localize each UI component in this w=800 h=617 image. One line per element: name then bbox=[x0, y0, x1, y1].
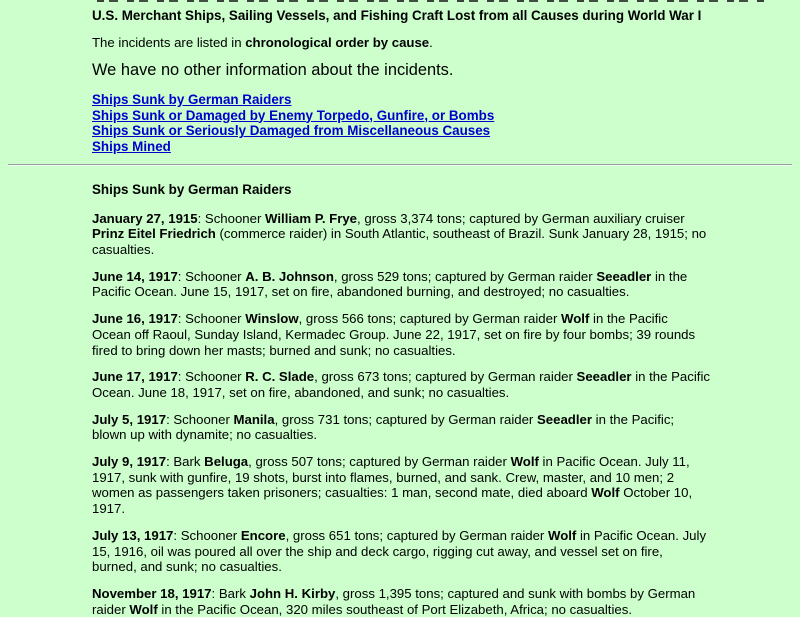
nav-link-german-raiders[interactable]: Ships Sunk by German Raiders bbox=[92, 91, 292, 107]
bold-text: June 16, 1917 bbox=[92, 311, 178, 327]
bold-text: November 18, 1917 bbox=[92, 585, 212, 601]
bold-text: Manila bbox=[233, 411, 275, 427]
bold-text: Wolf bbox=[129, 601, 158, 617]
plain-text: in the Pacific Ocean off Raoul, Sunday Island, Kermadec Group. June 22, 1917, set on fire by four bombs; 39 rounds fired to bring down her masts; burned and sunk; no casualties. bbox=[92, 311, 696, 358]
bold-text: Wolf bbox=[510, 454, 539, 470]
bold-text: William P. Frye bbox=[265, 210, 358, 226]
intro-no-info-note: We have no other information about the incidents. bbox=[92, 60, 454, 79]
intro-order-note bbox=[92, 35, 710, 51]
bold-text: Prinz Eitel Friedrich bbox=[92, 226, 216, 242]
bold-text: A. B. Johnson bbox=[245, 268, 334, 284]
plain-text: in Pacific Ocean. July 11, 1917, sunk with gunfire, 19 shots, burst into flames, burned, and sank. Crew, master, and 10 men; 2 women as passengers taken prisoners; casualties: 1 man, second mate, died aboard bbox=[92, 454, 690, 501]
nav-link-torpedo-gunfire-bombs[interactable]: Ships Sunk or Damaged by Enemy Torpedo, Gunfire, or Bombs bbox=[92, 107, 495, 123]
plain-text: in the Pacific; blown up with dynamite; no casualties. bbox=[92, 411, 675, 443]
plain-text: : Schooner bbox=[177, 311, 246, 327]
plain-text: , gross 673 tons; captured by German raider bbox=[314, 369, 577, 385]
nav-link-miscellaneous-causes[interactable]: Ships Sunk or Seriously Damaged from Miscellaneous Causes bbox=[92, 123, 491, 139]
plain-text: : Schooner bbox=[197, 210, 266, 226]
plain-text: , gross 566 tons; captured by German raider bbox=[298, 311, 562, 327]
bold-text: Encore bbox=[240, 527, 286, 543]
bold-text: Seeadler bbox=[596, 268, 652, 284]
bold-text: Winslow bbox=[245, 311, 299, 327]
bold-text: chronological order by cause bbox=[245, 35, 430, 50]
bold-text: Wolf bbox=[591, 485, 620, 501]
bold-text: John H. Kirby bbox=[249, 585, 336, 601]
plain-text: October 10, 1917. bbox=[92, 485, 693, 517]
incident-paragraph bbox=[92, 454, 710, 517]
incident-paragraph bbox=[92, 269, 710, 300]
plain-text: in the Pacific Ocean. June 18, 1917, set on fire, abandoned, and sunk; no casualties. bbox=[92, 369, 710, 400]
incident-paragraph bbox=[92, 311, 710, 358]
incident-paragraph bbox=[92, 528, 710, 575]
bold-text: January 27, 1915 bbox=[92, 210, 198, 226]
bold-text: June 14, 1917 bbox=[92, 268, 178, 284]
incident-paragraph bbox=[92, 211, 710, 258]
bold-text: July 5, 1917 bbox=[92, 411, 167, 427]
plain-text: : Bark bbox=[166, 454, 205, 470]
plain-text: : Schooner bbox=[177, 369, 246, 385]
plain-text: , gross 1,395 tons; captured and sunk with bombs by German raider bbox=[92, 585, 696, 617]
plain-text: The incidents are listed in bbox=[92, 35, 246, 50]
plain-text: in the Pacific Ocean, 320 miles southeast of Port Elizabeth, Africa; no casualties. bbox=[157, 601, 632, 617]
page-title: U.S. Merchant Ships, Sailing Vessels, and Fishing Craft Lost from all Causes during World War I bbox=[92, 8, 702, 23]
intro-block bbox=[92, 0, 710, 155]
incident-paragraph bbox=[92, 412, 710, 443]
plain-text: : Schooner bbox=[177, 268, 246, 284]
bold-text: July 9, 1917 bbox=[92, 454, 167, 470]
plain-text: , gross 529 tons; captured by German raider bbox=[333, 268, 597, 284]
bold-text: Wolf bbox=[547, 527, 577, 543]
plain-text: : Bark bbox=[211, 585, 250, 601]
bold-text: Beluga bbox=[204, 454, 249, 470]
section-link-list bbox=[92, 92, 710, 155]
clipped-text-remnant bbox=[97, 0, 765, 2]
plain-text: : Schooner bbox=[166, 411, 234, 427]
incident-paragraph bbox=[92, 369, 710, 400]
raiders-section bbox=[92, 182, 710, 617]
plain-text: , gross 731 tons; captured by German raider bbox=[274, 411, 537, 427]
plain-text: (commerce raider) in South Atlantic, southeast of Brazil. Sunk January 28, 1915; no casualties. bbox=[92, 226, 707, 257]
bold-text: June 17, 1917 bbox=[92, 369, 178, 385]
plain-text: , gross 651 tons; captured by German raider bbox=[285, 527, 548, 543]
incident-paragraph bbox=[92, 586, 710, 617]
section-divider bbox=[8, 164, 792, 166]
bold-text: July 13, 1917 bbox=[92, 527, 174, 543]
plain-text: , gross 3,374 tons; captured by German auxiliary cruiser bbox=[357, 210, 685, 226]
plain-text: in Pacific Ocean. July 15, 1916, oil was poured all over the ship and deck cargo, rigging cut away, and vessel set on fire, burned, and sunk; no casualties. bbox=[92, 527, 707, 575]
plain-text: : Schooner bbox=[173, 527, 241, 543]
plain-text: , gross 507 tons; captured by German raider bbox=[248, 454, 511, 470]
incident-list bbox=[92, 211, 710, 617]
plain-text: in the Pacific Ocean. June 15, 1917, set on fire, abandoned burning, and destroyed; no casualties. bbox=[92, 268, 688, 300]
plain-text: . bbox=[429, 35, 433, 50]
bold-text: Seeadler bbox=[536, 411, 592, 427]
bold-text: R. C. Slade bbox=[245, 369, 315, 385]
nav-link-ships-mined[interactable]: Ships Mined bbox=[92, 139, 171, 155]
bold-text: Wolf bbox=[561, 311, 590, 327]
bold-text: Seeadler bbox=[576, 369, 632, 385]
section-heading: Ships Sunk by German Raiders bbox=[92, 181, 292, 197]
